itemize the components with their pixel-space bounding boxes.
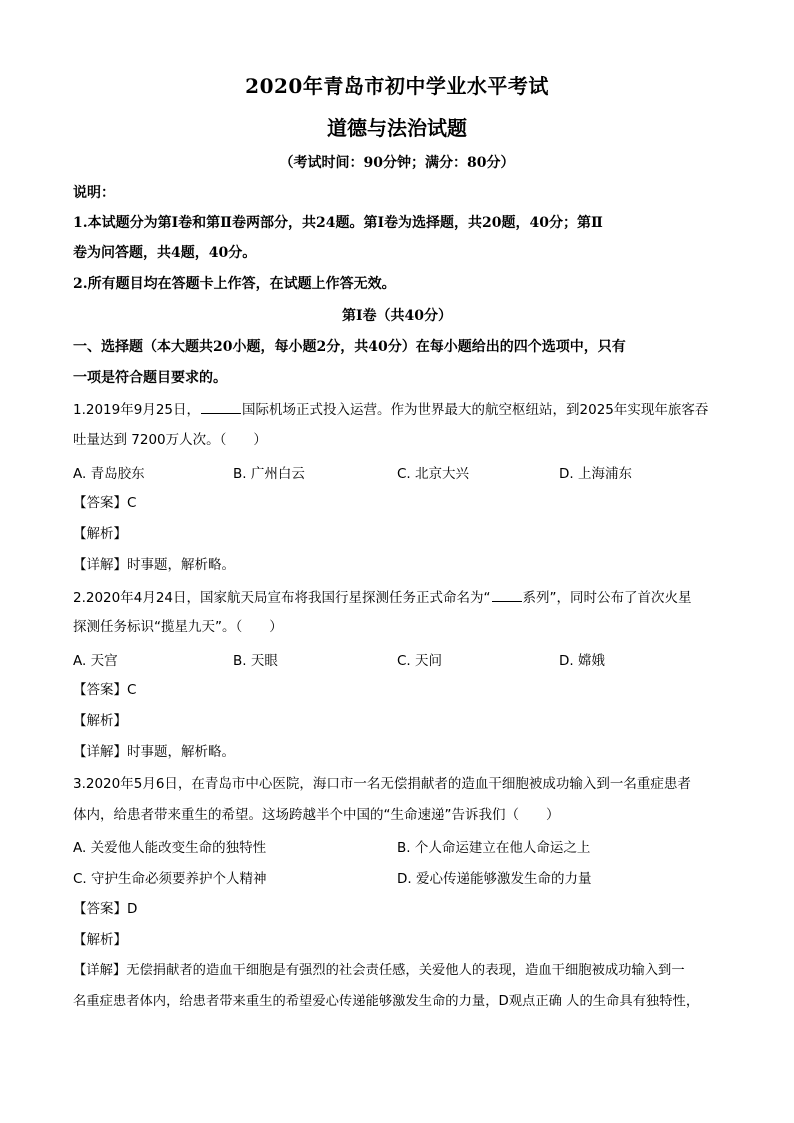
question-2-option-c: C. 天问 [397,653,443,669]
exam-info: （考试时间：90分钟；满分：80分） [279,155,515,171]
question-3-answer-tag: 【答案】 [73,901,127,917]
question-2-option-d: D. 嫦娥 [559,653,605,669]
question-2-option-b: B. 天眼 [233,653,278,669]
question-2-stem-line-2: 探测任务标识“揽星九天”。（ ） [73,619,283,635]
question-2-stem-line-1 [73,587,723,608]
question-3-stem-line-2: 体内，给患者带来重生的希望。这场跨越半个中国的“生命速递”告诉我们（ ） [73,807,560,823]
question-3-detail-text-1: 无偿捐献者的造血干细胞是有强烈的社会责任感，关爱他人的表现，造血干细胞被成功输入到一 [126,963,685,978]
question-3-stem-line-1: 3.2020年5月6日，在青岛市中心医院，海口市一名无偿捐献者的造血干细胞被成功输入到一名重症患者 [73,776,691,792]
question-2-options [73,649,723,669]
question-2-answer-value: C [127,682,137,698]
question-1-analysis-tag: 【解析】 [73,526,127,542]
question-2-answer [73,680,723,700]
question-3-option-c: C. 守护生命必须要养护个人精神 [73,871,267,887]
question-1-option-c: C. 北京大兴 [397,466,470,482]
exam-subtitle: 道德与法治试题 [327,116,467,140]
instructions-label: 说明： [73,185,115,201]
question-1-stem-line-1 [73,399,723,420]
question-3-option-a: A. 关爱他人能改变生命的独特性 [73,840,267,856]
question-1-detail-tag: 【详解】 [73,557,127,573]
question-2-detail-tag: 【详解】 [73,744,127,760]
question-1-blank [201,399,241,414]
question-1-option-d: D. 上海浦东 [559,466,632,482]
exam-title: 2020年青岛市初中学业水平考试 [245,74,549,98]
question-3-option-d: D. 爱心传递能够激发生命的力量 [397,871,592,887]
question-3-options-row-1 [73,836,723,856]
question-2-answer-tag: 【答案】 [73,682,127,698]
question-1-detail [73,555,723,575]
question-1-stem-post: 国际机场正式投入运营。作为世界最大的航空枢纽站，到2025年实现年旅客吞 [242,402,709,418]
question-3-option-b: B. 个人命运建立在他人命运之上 [397,840,591,856]
question-1-answer [73,493,723,513]
section-heading-line-2: 一项是符合题目要求的。 [73,370,227,386]
question-2-option-a: A. 天宫 [73,653,118,669]
question-3-analysis-tag: 【解析】 [73,932,127,948]
instruction-item-1-line-2: 卷为问答题，共4题，40分。 [73,245,257,261]
question-1-stem-line-2: 吐量达到 7200万人次。（ ） [73,432,267,448]
question-3-detail-tag: 【详解】 [73,963,127,978]
question-2-blank [492,587,522,602]
question-1-option-a: A. 青岛胶东 [73,466,145,482]
question-3-detail-line-2: 名重症患者体内，给患者带来重生的希望爱心传递能够激发生命的力量，D观点正确 人的生命具有独特性， [73,994,700,1009]
question-2-stem-pre: 2.2020年4月24日，国家航天局宣布将我国行星探测任务正式命名为“ [73,590,491,606]
question-2-stem-post: 系列”，同时公布了首次火星 [522,590,692,606]
question-1-option-b: B. 广州白云 [233,466,305,482]
question-3-answer-value: D [127,901,138,917]
section-heading-line-1: 一、选择题（本大题共20小题，每小题2分，共40分）在每小题给出的四个选项中，只有 [73,339,626,355]
question-3-detail-line-1 [73,961,729,981]
instruction-item-2: 2.所有题目均在答题卡上作答，在试题上作答无效。 [73,276,396,292]
question-3-answer [73,899,723,919]
question-2-analysis-tag: 【解析】 [73,713,127,729]
question-1-detail-text: 时事题，解析略。 [127,557,235,573]
question-2-detail [73,742,723,762]
question-1-answer-value: C [127,495,137,511]
question-1-options [73,462,723,482]
instruction-item-1-line-1: 1.本试题分为第Ⅰ卷和第Ⅱ卷两部分，共24题。第Ⅰ卷为选择题，共20题，40分；第Ⅱ [73,215,603,231]
section-title: 第Ⅰ卷（共40分） [341,308,453,324]
question-3-options-row-2 [73,867,723,887]
question-1-answer-tag: 【答案】 [73,495,127,511]
question-2-detail-text: 时事题，解析略。 [127,744,235,760]
question-1-stem-pre: 1.2019年9月25日， [73,402,201,418]
